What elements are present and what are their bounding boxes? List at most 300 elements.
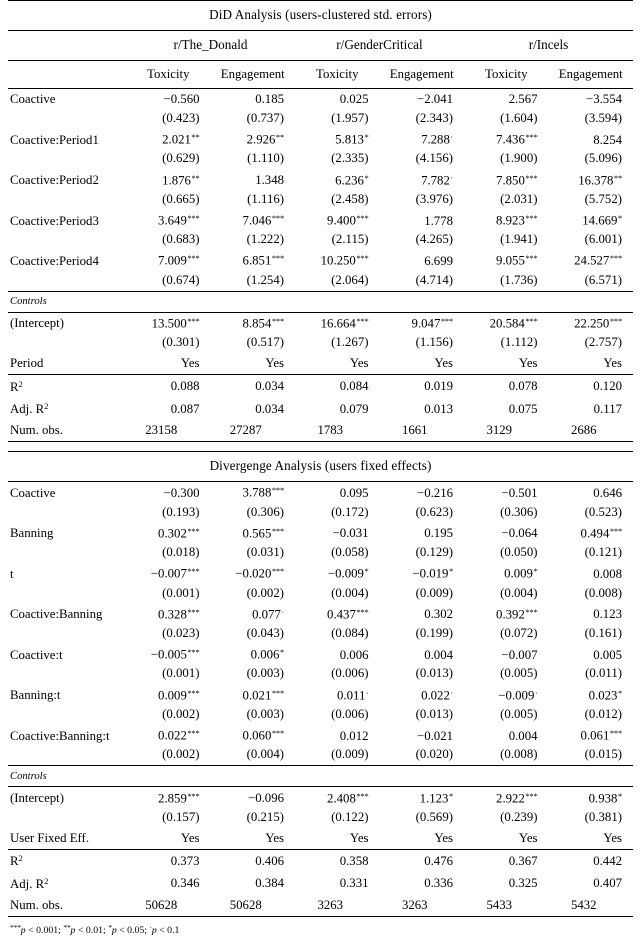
coefficient-row-standard-error: (0.011)	[585, 666, 622, 681]
coefficient-row-label: Banning:t	[10, 688, 61, 703]
fixed-effects-label: User Fixed Eff.	[10, 830, 90, 845]
significance-marker: ***	[440, 315, 453, 326]
statistic-value: 0.087	[170, 401, 200, 416]
num-obs-value: 23158	[145, 423, 178, 438]
coefficient-row-coefficient: 2.021**	[162, 132, 200, 147]
significance-marker: ***	[356, 253, 369, 264]
superscript: 2	[18, 378, 23, 389]
coefficient-row-standard-error: (0.523)	[584, 504, 622, 519]
control-row-coefficient: 0.938*	[588, 790, 622, 806]
statistic-label: $R^2$	[10, 853, 23, 869]
coefficient-row-coefficient: 0.494***	[580, 525, 622, 541]
significance-marker: ***	[187, 687, 200, 698]
num-obs-label: Num. obs.	[10, 897, 63, 912]
control-row-coefficient: 9.047***	[411, 315, 453, 331]
control-row-standard-error: (0.239)	[500, 809, 538, 824]
coefficient-row-coefficient: 10.250***	[320, 253, 369, 268]
control-row-coefficient: 2.922***	[496, 790, 538, 806]
num-obs-value: 1661	[401, 423, 428, 438]
coefficient-row-coefficient: 7.782·	[421, 172, 453, 188]
significance-marker: ***	[356, 315, 369, 326]
control-row-coefficient: 22.250***	[574, 315, 622, 331]
statistic-value: 0.325	[508, 876, 538, 891]
significance-marker: ***	[187, 606, 200, 617]
coefficient-row-label: Coactive:t	[10, 647, 63, 662]
standard-error-row	[8, 504, 633, 523]
control-row-standard-error: (2.757)	[584, 335, 622, 350]
coefficient-row-coefficient: 0.005	[593, 647, 622, 662]
coefficient-row-coefficient: 9.055***	[496, 253, 538, 268]
coefficient-row-standard-error: (0.004)	[500, 585, 538, 600]
coefficient-row-standard-error: (0.004)	[331, 585, 369, 600]
coefficient-row-standard-error: (0.005)	[500, 666, 538, 681]
significance-marker: ***	[356, 790, 369, 801]
coefficient-row-standard-error: (0.129)	[415, 545, 453, 560]
table-title: Divergenge Analysis (users fixed effects)	[209, 458, 432, 474]
coefficient-row-standard-error: (0.121)	[584, 545, 622, 560]
coefficient-row-standard-error: (2.458)	[331, 191, 369, 206]
coefficient-row-coefficient: 14.669*	[582, 212, 622, 228]
significance-marker: **	[191, 172, 200, 183]
coefficient-row-coefficient: 0.022***	[158, 728, 200, 743]
statistic-row	[8, 398, 633, 420]
statistic-value: 0.476	[424, 854, 453, 869]
coefficient-row-coefficient: 0.392***	[496, 606, 538, 622]
coefficient-row-coefficient: 5.813*	[335, 132, 369, 147]
table-row	[8, 250, 633, 272]
column-header-engagement-2: Engagement	[389, 67, 454, 81]
table-row	[8, 89, 633, 110]
significance-marker: ·	[281, 606, 284, 617]
coefficient-row-coefficient: −0.216	[416, 486, 453, 501]
fixed-effects-value: Yes	[434, 356, 453, 371]
coefficient-row-coefficient: 16.378**	[578, 172, 622, 188]
coefficient-row-standard-error: (0.072)	[500, 626, 538, 641]
column-header-engagement-3: Engagement	[558, 67, 623, 81]
coefficient-row-standard-error: (0.013)	[415, 666, 453, 681]
group-header-row	[8, 31, 633, 61]
coefficient-row-coefficient: 0.095	[339, 486, 369, 501]
coefficient-row-coefficient: 1.876**	[162, 172, 200, 188]
coefficient-row-standard-error: (1.254)	[246, 272, 284, 287]
standard-error-row	[8, 706, 633, 725]
significance-marker: ***	[271, 253, 284, 264]
fixed-effects-value: Yes	[180, 830, 200, 845]
coefficient-row-coefficient: 7.850***	[496, 172, 538, 188]
significance-marker: ***	[271, 728, 284, 739]
coefficient-row-standard-error: (0.172)	[331, 504, 369, 519]
standard-error-row	[8, 809, 633, 828]
control-row-standard-error: (0.517)	[246, 335, 284, 350]
coefficient-row-coefficient: 0.077·	[252, 606, 284, 622]
num-obs-value: 5432	[570, 897, 597, 912]
num-obs-value: 3263	[317, 897, 344, 912]
significance-marker: ·	[450, 687, 453, 698]
control-row-standard-error: (0.301)	[162, 335, 200, 350]
num-obs-label: Num. obs.	[10, 423, 63, 438]
table-row	[8, 523, 633, 545]
significance-marker: ***	[525, 315, 538, 326]
coefficient-row-standard-error: (0.004)	[246, 747, 284, 762]
control-row-coefficient: 1.123*	[419, 790, 453, 806]
coefficient-row-label: Coactive:Banning	[10, 607, 103, 622]
control-row-standard-error: (0.215)	[246, 809, 284, 824]
controls-label: Controls	[10, 296, 47, 308]
table-row	[8, 787, 633, 809]
table-title-row	[8, 452, 633, 482]
coefficient-row-label: Coactive:Period3	[10, 213, 99, 228]
statistic-value: 0.331	[339, 876, 369, 891]
coefficient-row-coefficient: 9.400***	[327, 212, 369, 228]
control-row-standard-error: (0.157)	[162, 809, 200, 824]
standard-error-row	[8, 626, 633, 645]
significance-marker: *	[364, 132, 369, 143]
coefficient-row-standard-error: (3.976)	[415, 191, 453, 206]
control-row-standard-error: (1.267)	[331, 335, 369, 350]
coefficient-row-label: Coactive:Period4	[10, 253, 99, 268]
coefficient-row-standard-error: (0.001)	[162, 585, 200, 600]
coefficient-row-standard-error: (0.020)	[415, 747, 453, 762]
significance-marker: ***	[609, 728, 622, 739]
significance-marker: *	[617, 790, 622, 801]
table-row	[8, 210, 633, 232]
num-obs-value: 2686	[570, 423, 597, 438]
coefficient-row-standard-error: (0.002)	[162, 747, 200, 762]
significance-marker: **	[613, 172, 622, 183]
coefficient-row-standard-error: (5.096)	[584, 151, 622, 166]
table-row	[8, 644, 633, 666]
coefficient-row-coefficient: −2.041	[416, 92, 453, 107]
controls-header-row	[8, 766, 633, 787]
coefficient-row-standard-error: (2.064)	[331, 272, 369, 287]
significance-marker: ***	[187, 647, 200, 658]
coefficient-row-coefficient: −0.021	[416, 728, 453, 743]
statistic-label: Adj. $R^2$	[10, 400, 49, 416]
statistic-value: 0.384	[255, 876, 284, 891]
coefficient-row-standard-error: (0.043)	[246, 626, 284, 641]
significance-marker: ***	[525, 212, 538, 223]
standard-error-row	[8, 151, 633, 170]
coefficient-row-label: Coactive	[10, 92, 56, 107]
num-obs-value: 5433	[486, 897, 513, 912]
table-row	[8, 169, 633, 191]
coefficient-row-standard-error: (2.335)	[331, 151, 369, 166]
coefficient-row-standard-error: (2.115)	[331, 232, 369, 247]
coefficient-row-standard-error: (0.002)	[162, 706, 200, 721]
significance-marker: ***	[187, 525, 200, 536]
coefficient-row-coefficient: −0.005***	[150, 647, 200, 662]
significance-marker: ***	[271, 566, 284, 577]
fixed-effects-value: Yes	[518, 356, 538, 371]
coefficient-row-standard-error: (4.156)	[415, 151, 453, 166]
coefficient-row-standard-error: (1.941)	[500, 232, 538, 247]
coefficient-row-standard-error: (0.683)	[162, 232, 200, 247]
coefficient-row-standard-error: (0.008)	[500, 747, 538, 762]
coefficient-row-standard-error: (4.714)	[415, 272, 453, 287]
num-obs-value: 50628	[145, 897, 178, 912]
coefficient-row-coefficient: 0.328***	[158, 606, 200, 622]
coefficient-row-coefficient: 8.254	[593, 132, 622, 147]
significance-marker: ***	[187, 253, 200, 264]
standard-error-row	[8, 335, 633, 354]
significance-marker: **	[191, 132, 200, 143]
significance-marker: ***	[187, 790, 200, 801]
table-row	[8, 482, 633, 504]
statistic-value: 0.358	[339, 854, 369, 869]
coefficient-row-coefficient: 0.025	[339, 92, 369, 107]
statistic-value: 0.079	[339, 401, 369, 416]
significance-marker: ***	[187, 728, 200, 739]
coefficient-row-coefficient: 7.288·	[421, 132, 453, 147]
standard-error-row	[8, 747, 633, 766]
coefficient-row-standard-error: (0.306)	[500, 504, 538, 519]
coefficient-row-standard-error: (4.265)	[415, 232, 453, 247]
statistic-label: Adj. $R^2$	[10, 875, 49, 891]
coefficient-row-standard-error: (0.629)	[162, 151, 200, 166]
significance-marker: ***	[609, 253, 622, 264]
coefficient-row-coefficient: 0.004	[508, 728, 538, 743]
significance-marker: ***	[525, 253, 538, 264]
table-row	[8, 129, 633, 151]
num-obs-value: 3263	[401, 897, 428, 912]
table-separator	[8, 442, 632, 451]
coefficient-row-coefficient: −0.020***	[235, 566, 284, 581]
coefficient-row-coefficient: 1.348	[255, 173, 284, 188]
statistic-value: 0.120	[593, 379, 622, 394]
coefficient-row-standard-error: (0.012)	[584, 706, 622, 721]
fixed-effects-value: Yes	[265, 356, 284, 371]
standard-error-row	[8, 191, 633, 210]
significance-marker: ***	[609, 525, 622, 536]
standard-error-row	[8, 110, 633, 129]
coefficient-row-coefficient: 24.527***	[574, 253, 622, 268]
significance-marker: *	[617, 687, 622, 698]
significance-marker: ***	[187, 212, 200, 223]
coefficient-row-standard-error: (1.957)	[331, 110, 369, 125]
coefficient-row-standard-error: (2.031)	[500, 191, 538, 206]
divergence-analysis-table	[8, 451, 633, 917]
control-row-standard-error: (0.569)	[415, 809, 453, 824]
statistic-value: 0.084	[339, 379, 369, 394]
fixed-effects-value: Yes	[603, 356, 622, 371]
control-row-standard-error: (1.156)	[415, 335, 453, 350]
footnote-marker: *	[108, 923, 112, 932]
coefficient-row-standard-error: (0.013)	[415, 706, 453, 721]
control-row-standard-error: (0.381)	[584, 809, 622, 824]
fixed-effects-value: Yes	[349, 830, 369, 845]
coefficient-row-standard-error: (0.006)	[331, 706, 369, 721]
coefficient-row-coefficient: 0.008	[593, 566, 622, 581]
significance-marker: ·	[450, 132, 453, 143]
significance-marker: ***	[525, 790, 538, 801]
statistic-value: 0.034	[255, 401, 284, 416]
statistic-value: 0.406	[255, 854, 284, 869]
coefficient-row-coefficient: 0.437***	[327, 606, 369, 622]
statistic-value: 0.034	[255, 379, 284, 394]
fixed-effects-value: Yes	[434, 830, 453, 845]
significance-marker: *	[364, 172, 369, 183]
table-row	[8, 604, 633, 626]
significance-marker: *	[617, 212, 622, 223]
coefficient-row-standard-error: (1.222)	[246, 232, 284, 247]
coefficient-row-standard-error: (0.015)	[584, 747, 622, 762]
coefficient-row-standard-error: (1.110)	[247, 151, 284, 166]
group-header-the-donald: r/The_Donald	[173, 37, 248, 52]
fixed-effects-value: Yes	[518, 830, 538, 845]
coefficient-row-label: Banning	[10, 526, 54, 541]
significance-marker: ***	[271, 687, 284, 698]
footnote-marker: ***	[10, 923, 21, 932]
column-header-row	[8, 61, 633, 89]
column-header-toxicity-3: Toxicity	[485, 67, 528, 81]
coefficient-row-coefficient: 0.011·	[337, 687, 369, 703]
superscript: 2	[18, 853, 23, 864]
coefficient-row-coefficient: 0.022·	[421, 687, 453, 703]
coefficient-row-standard-error: (5.752)	[584, 191, 622, 206]
num-obs-row	[8, 420, 633, 442]
statistic-value: 0.373	[170, 854, 200, 869]
significance-marker: **	[275, 132, 284, 143]
significance-marker: *	[533, 566, 538, 577]
significance-marker: ***	[271, 212, 284, 223]
coefficient-row-coefficient: 0.021***	[242, 687, 284, 703]
coefficient-row-standard-error: (0.737)	[246, 110, 284, 125]
significance-marker: ·	[534, 687, 538, 698]
coefficient-row-standard-error: (0.665)	[162, 191, 200, 206]
coefficient-row-coefficient: 6.699	[424, 253, 453, 268]
significance-marker: ·	[365, 687, 369, 698]
coefficient-row-standard-error: (1.736)	[500, 272, 538, 287]
coefficient-row-standard-error: (0.001)	[162, 666, 200, 681]
group-header-incels: r/Incels	[528, 37, 569, 52]
coefficient-row-standard-error: (3.594)	[584, 110, 622, 125]
coefficient-row-standard-error: (0.031)	[246, 545, 284, 560]
coefficient-row-coefficient: 0.009***	[158, 687, 200, 703]
coefficient-row-coefficient: 0.006	[339, 647, 369, 662]
coefficient-row-standard-error: (0.058)	[331, 545, 369, 560]
coefficient-row-standard-error: (0.193)	[162, 504, 200, 519]
coefficient-row-coefficient: 1.778	[424, 213, 453, 228]
standard-error-row	[8, 585, 633, 604]
control-row-coefficient: 2.859***	[158, 790, 200, 806]
standard-error-row	[8, 272, 633, 291]
coefficient-row-coefficient: 0.185	[255, 92, 284, 107]
statistic-value: 0.117	[593, 401, 622, 416]
coefficient-row-standard-error: (0.002)	[246, 585, 284, 600]
coefficient-row-coefficient: 0.195	[424, 526, 453, 541]
footnote-marker: **	[63, 923, 71, 932]
coefficient-row-coefficient: 0.646	[593, 486, 622, 501]
column-header-spacer	[8, 61, 126, 89]
significance-marker: *	[279, 647, 284, 658]
control-row-coefficient: 8.854***	[242, 315, 284, 331]
coefficient-row-standard-error: (0.674)	[162, 272, 200, 287]
fixed-effects-row	[8, 353, 633, 375]
coefficient-row-standard-error: (0.003)	[246, 706, 284, 721]
superscript: 2	[44, 875, 49, 886]
coefficient-row-coefficient: 0.060***	[242, 728, 284, 743]
coefficient-row-standard-error: (0.423)	[162, 110, 200, 125]
significance-marker: ***	[525, 132, 538, 143]
significance-marker: ***	[525, 606, 538, 617]
coefficient-row-coefficient: 8.923***	[496, 212, 538, 228]
coefficient-row-coefficient: −0.064	[501, 526, 538, 541]
significance-marker: ***	[271, 315, 284, 326]
coefficient-row-label: Coactive:Period1	[10, 132, 99, 147]
table-title: DiD Analysis (users-clustered std. errors)	[209, 7, 432, 22]
coefficient-row-standard-error: (0.018)	[162, 545, 200, 560]
standard-error-row	[8, 545, 633, 564]
significance-footnote: ***p < 0.001; **p < 0.01; *p < 0.05; ·p < 0.1	[10, 923, 180, 936]
coefficient-row-coefficient: 0.123	[593, 607, 622, 622]
table-title-row	[8, 1, 633, 31]
coefficient-row-coefficient: 0.012	[339, 728, 369, 743]
group-spacer	[8, 31, 126, 61]
coefficient-row-standard-error: (0.161)	[584, 626, 622, 641]
coefficient-row-coefficient: 2.567	[508, 92, 538, 107]
coefficient-row-coefficient: 0.006*	[250, 647, 284, 662]
statistic-value: 0.013	[424, 401, 453, 416]
coefficient-row-coefficient: 0.302***	[158, 525, 200, 541]
coefficient-row-standard-error: (1.116)	[247, 191, 284, 206]
statistic-row	[8, 872, 633, 894]
coefficient-row-label: Coactive:Period2	[10, 173, 99, 188]
control-row-label: (Intercept)	[10, 316, 64, 331]
coefficient-row-coefficient: 0.023*	[588, 687, 622, 703]
statistic-value: 0.442	[593, 854, 622, 869]
column-header-toxicity-1: Toxicity	[147, 67, 190, 81]
coefficient-row-standard-error: (2.343)	[415, 110, 453, 125]
coefficient-row-coefficient: 0.302	[424, 607, 453, 622]
coefficient-row-standard-error: (0.005)	[500, 706, 538, 721]
num-obs-row	[8, 895, 633, 917]
standard-error-row	[8, 232, 633, 251]
statistic-value: 0.346	[170, 876, 200, 891]
coefficient-row-standard-error: (0.009)	[415, 585, 453, 600]
coefficient-row-standard-error: (6.001)	[584, 232, 622, 247]
coefficient-row-coefficient: −0.501	[501, 486, 538, 501]
fixed-effects-row	[8, 828, 633, 850]
coefficient-row-standard-error: (0.306)	[246, 504, 284, 519]
coefficient-row-standard-error: (0.006)	[331, 666, 369, 681]
significance-marker: ***	[525, 172, 538, 183]
coefficient-row-standard-error: (0.003)	[246, 666, 284, 681]
significance-marker: *	[448, 566, 453, 577]
statistic-value: 0.407	[593, 876, 622, 891]
footnote-marker: ·	[149, 923, 152, 932]
control-row-coefficient: 2.408***	[327, 790, 369, 806]
coefficient-row-coefficient: 6.851***	[242, 253, 284, 268]
control-row-coefficient: 16.664***	[320, 315, 369, 331]
coefficient-row-standard-error: (0.084)	[331, 626, 369, 641]
coefficient-row-standard-error: (0.199)	[415, 626, 453, 641]
significance-marker: ***	[271, 525, 284, 536]
coefficient-row-coefficient: 0.004	[424, 647, 453, 662]
superscript: 2	[44, 400, 49, 411]
control-row-standard-error: (0.122)	[331, 809, 369, 824]
did-analysis-table	[8, 0, 633, 442]
significance-marker: ***	[356, 606, 369, 617]
control-row-coefficient: 13.500***	[151, 315, 200, 331]
fixed-effects-value: Yes	[265, 830, 284, 845]
statistic-value: 0.078	[508, 379, 538, 394]
coefficient-row-coefficient: −0.009·	[498, 687, 538, 703]
statistic-value: 0.336	[424, 876, 453, 891]
coefficient-row-standard-error: (1.900)	[500, 151, 538, 166]
coefficient-row-label: Coactive	[10, 486, 56, 501]
fixed-effects-value: Yes	[349, 356, 369, 371]
coefficient-row-standard-error: (0.009)	[331, 747, 369, 762]
